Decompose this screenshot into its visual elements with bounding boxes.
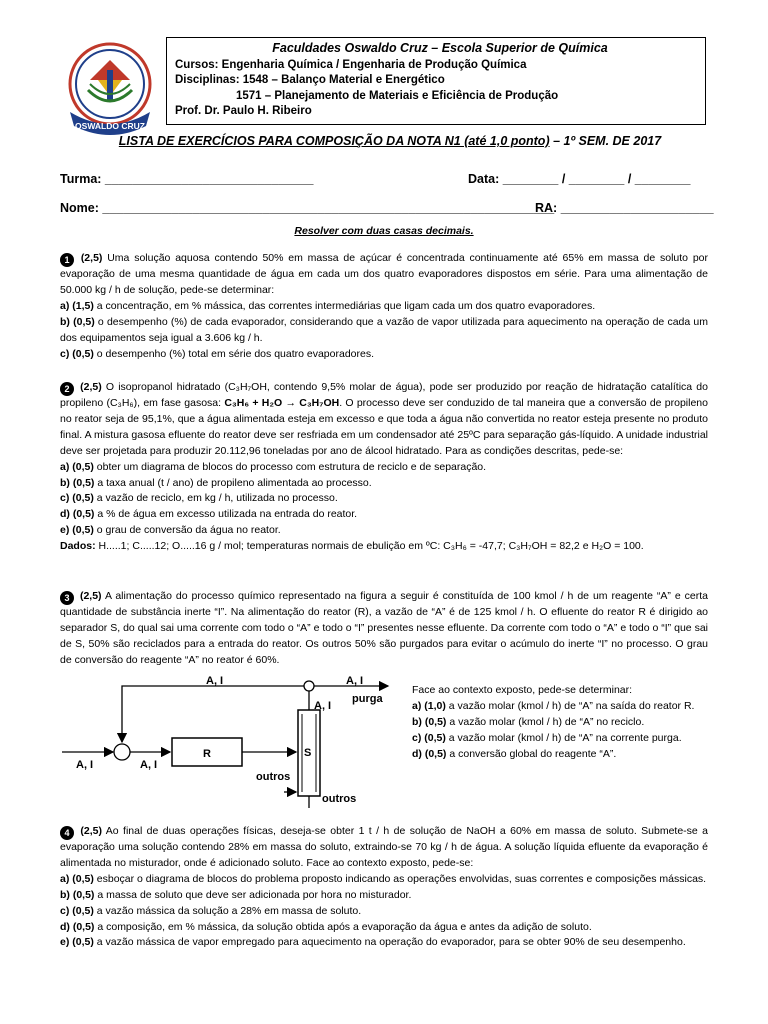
item-text: a % de água em excesso utilizada na entrada do reator.	[97, 508, 358, 521]
item-label: a) (1,0)	[412, 699, 446, 712]
nome-field[interactable]: Nome: _________________________________________________________________	[60, 201, 555, 215]
question-3	[60, 589, 708, 669]
question-text: Uma solução aquosa contendo 50% em massa de açúcar é concentrada continuamente até 65% em massa de soluto por evaporação de uma mesma quantidade de água em cada um dos quatro evaporadores dispostos em série. Para uma alimentação de 50.000 kg / h de solução, pede-se determinar:	[60, 252, 708, 296]
list-title-main: LISTA DE EXERCÍCIOS PARA COMPOSIÇÃO DA NOTA N1 (até 1,0 ponto)	[118, 134, 550, 148]
question-1	[60, 251, 708, 362]
item-label: b) (0,5)	[412, 715, 447, 728]
turma-field[interactable]: Turma: ______________________________	[60, 172, 314, 186]
item-text: a concentração, em % mássica, das correntes intermediárias que ligam cada um dos quatro evaporadores.	[96, 299, 596, 312]
item-label: a) (1,5)	[60, 299, 94, 312]
item-label: a) (0,5)	[60, 460, 94, 473]
feed-label: A, I	[76, 759, 94, 771]
item-label: d) (0,5)	[60, 508, 95, 521]
purge-label: purga	[352, 693, 383, 705]
discipline-1571: 1571 – Planejamento de Materiais e Eficiência de Produção	[236, 89, 559, 102]
question-text: Ao final de duas operações físicas, deseja-se obter 1 t / h de solução de NaOH a 60% em massa de soluto. Submete-se a evaporação uma solução contendo 28% em massa do soluto, extraindo-se 70 kg / h de água. A solução líquida efluente da evaporação é alimentada no misturador, onde é adicionado soluto. Face ao contexto exposto, pede-se:	[60, 825, 708, 869]
list-title	[60, 134, 720, 148]
question-2	[60, 380, 708, 555]
dados-label: Dados:	[60, 540, 96, 553]
item-text: obter um diagrama de blocos do processo com estrutura de reciclo e de separação.	[96, 460, 487, 473]
purge-stream-label: A, I	[346, 676, 364, 687]
data-field[interactable]: Data: ________ / ________ / ________	[468, 172, 691, 186]
question-weight: (2,5)	[80, 381, 102, 393]
recycle-label: A, I	[206, 676, 224, 687]
institution-name: Faculdades Oswaldo Cruz – Escola Superior de Química	[272, 41, 608, 55]
question-3-intro: Face ao contexto exposto, pede-se determinar:	[412, 684, 633, 696]
reactor-label: R	[203, 748, 211, 760]
item-label: e) (0,5)	[60, 936, 94, 949]
item-label: d) (0,5)	[412, 747, 447, 760]
splitter	[304, 681, 314, 691]
course-header-box	[166, 37, 706, 125]
instruction-text: Resolver com duas casas decimais.	[294, 225, 474, 237]
item-text: a vazão de reciclo, em kg / h, utilizada no processo.	[96, 492, 338, 505]
item-label: c) (0,5)	[60, 492, 94, 505]
reaction-equation: C₃H₆ + H₂O → C₃H₇OH	[224, 397, 340, 409]
outros-side-label: outros	[256, 771, 291, 783]
item-text: a massa de soluto que deve ser adicionada por hora no misturador.	[97, 888, 412, 901]
item-label: d) (0,5)	[60, 920, 95, 933]
recycle-stream	[122, 686, 304, 742]
question-weight: (2,5)	[80, 825, 102, 837]
question-4	[60, 824, 708, 951]
discipline-1548: Disciplinas: 1548 – Balanço Material e Energético	[175, 74, 445, 86]
item-text: esboçar o diagrama de blocos do problema proposto indicando as operações envolvidas, suas correntes e composições mássicas.	[96, 872, 707, 885]
item-text: o grau de conversão da água no reator.	[96, 524, 281, 537]
item-text: a vazão mássica de vapor empregado para aquecimento na operação do evaporador, para se obter 90% de seu desempenho.	[96, 936, 686, 949]
item-text: a taxa anual (t / ano) de propileno alimentada ao processo.	[97, 476, 372, 489]
question-text-cont: . O processo deve ser conduzido de tal maneira que a conversão de propileno no reator seja de 95,1%, que a água alimentada esteja em excesso e que toda a água não convertida no reator esteja presente no produto final. A mistura gasosa efluente do reator deve ser resfriada em um condensador até 25ºC para separação gás-líquido. A unidade industrial deve ser projetada para produzir 20.112,96 toneladas por ano de álcool hidratado. Para as condições descritas, pede-se:	[60, 397, 708, 457]
item-text: a vazão molar (kmol / h) de “A” na saída do reator R.	[448, 699, 695, 712]
item-label: c) (0,5)	[60, 904, 94, 917]
ra-field[interactable]: RA: ______________________	[535, 201, 714, 215]
separator-top-label: A, I	[314, 700, 332, 712]
question-weight: (2,5)	[79, 590, 102, 602]
dados-text: H.....1; C.....12; O.....16 g / mol; temperaturas normais de ebulição em ºC: C₃H₆ = -47,7; C₃H₇OH = 82,2 e H₂O = 100.	[98, 540, 644, 553]
item-text: a vazão molar (kmol / h) de “A” na corrente purga.	[448, 731, 682, 744]
outros-bottom-label: outros	[322, 793, 357, 805]
question-number-badge: 4	[60, 826, 74, 840]
question-number-badge: 3	[60, 591, 74, 605]
item-text: a vazão molar (kmol / h) de “A” no reciclo.	[449, 715, 645, 728]
item-label: c) (0,5)	[412, 731, 446, 744]
mixer	[114, 744, 130, 760]
question-text: O isopropanol hidratado (C₃H₇OH, contendo 9,5% molar de água), pode ser produzido por reação de hidratação catalítica do propileno (C₃H₆), em fase gasosa:	[60, 381, 708, 409]
item-text: o desempenho (%) total em série dos quatro evaporadores.	[96, 347, 375, 360]
question-number-badge: 2	[60, 382, 74, 396]
item-label: c) (0,5)	[60, 347, 94, 360]
item-text: o desempenho (%) de cada evaporador, considerando que a vazão de vapor utilizada para aquecimento na operação de cada um dos equipamentos seja igual a 3.606 kg / h.	[60, 315, 708, 344]
oswaldo-cruz-logo	[60, 40, 160, 140]
professor-name: Prof. Dr. Paulo H. Ribeiro	[175, 105, 312, 117]
question-weight: (2,5)	[80, 252, 103, 264]
list-title-semester: – 1º SEM. DE 2017	[549, 134, 662, 148]
item-text: a conversão global do reagente “A”.	[449, 747, 617, 760]
logo-text: OSWALDO CRUZ	[75, 121, 145, 131]
question-number-badge: 1	[60, 253, 74, 267]
item-text: a vazão mássica da solução a 28% em massa de soluto.	[96, 904, 362, 917]
item-label: b) (0,5)	[60, 315, 95, 328]
process-flow-diagram	[58, 676, 398, 810]
item-label: a) (0,5)	[60, 872, 94, 885]
separator-label: S	[304, 747, 312, 759]
courses-line: Cursos: Engenharia Química / Engenharia de Produção Química	[175, 58, 527, 71]
item-label: b) (0,5)	[60, 476, 95, 489]
question-3-items	[412, 683, 708, 763]
item-text: a composição, em % mássica, da solução obtida após a evaporação da água e antes da adição de soluto.	[97, 920, 592, 933]
item-label: b) (0,5)	[60, 888, 95, 901]
question-text: A alimentação do processo químico representado na figura a seguir é constituída de 100 kmol / h de um reagente “A” e certa quantidade de substância inerte “I”. Na alimentação do reator (R), a vazão de “A” é de 125 kmol / h. O efluente do reator R é dirigido ao separador S, do qual sai uma corrente com todo o “A” e todo o “I” presentes nesse efluente. Da corrente com todo o “A” e todo o “I” que sai de S, 50% são reciclados para a entrada do reator. Os outros 50% são purgados para evitar o acúmulo do inerte “I” no processo. O grau de conversão do reagente “A” no reator é 60%.	[60, 590, 709, 666]
reactor-feed-label: A, I	[140, 759, 158, 771]
item-label: e) (0,5)	[60, 524, 94, 537]
